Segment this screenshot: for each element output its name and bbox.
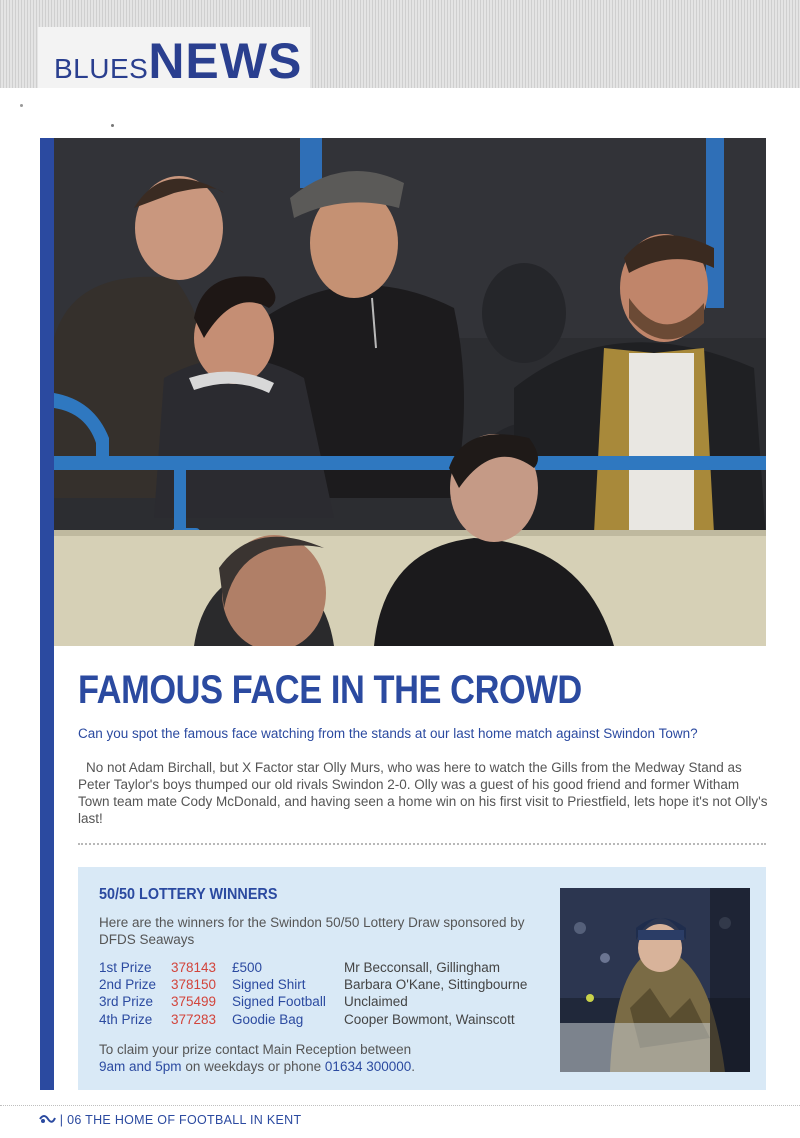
claim-phone: 01634 300000 [324, 1059, 412, 1074]
prize-item: Goodie Bag [232, 1012, 304, 1027]
prize-item: £500 [232, 960, 263, 975]
prize-label: 4th Prize [99, 1012, 153, 1027]
claim-text: To claim your prize contact Main Reception between [99, 1042, 412, 1057]
prize-ticket: 378143 [171, 960, 217, 975]
claim-hours: 9am and 5pm [99, 1059, 182, 1074]
article-body: No not Adam Birchall, but X Factor star Olly Murs, who was here to watch the Gills from the Medway Stand as Peter Taylor's boys thumped our old rivals Swindon 2-0. Olly was a guest of his good friend and former Witham Town team mate Cody McDonald, and having seen a home win on his first visit to Priestfield, lets hope it's not Olly's last! [78, 760, 768, 826]
prize-item: Signed Shirt [232, 977, 306, 992]
section-title [54, 33, 303, 89]
prize-ticket: 377283 [171, 1012, 217, 1027]
print-speck [111, 124, 114, 127]
footer-divider [0, 1105, 800, 1106]
crowd-photo [54, 138, 766, 646]
section-title-large: NEWS [148, 33, 303, 89]
prize-winner: Barbara O'Kane, Sittingbourne [344, 977, 528, 992]
claim-text-mid: on weekdays or phone [181, 1059, 325, 1074]
prize-label: 1st Prize [99, 960, 152, 975]
prize-ticket: 375499 [171, 994, 217, 1009]
lottery-intro: Here are the winners for the Swindon 50/50 Lottery Draw sponsored by DFDS Seaways [99, 915, 525, 947]
page-footer [38, 1113, 301, 1128]
article-headline: FAMOUS FACE IN THE CROWD [78, 668, 582, 712]
prize-winner: Unclaimed [344, 994, 408, 1009]
section-title-small: BLUES [54, 53, 149, 84]
prize-label: 3rd Prize [99, 994, 154, 1009]
print-speck [20, 104, 23, 107]
prize-winner: Mr Becconsall, Gillingham [344, 960, 501, 975]
claim-instructions [99, 1041, 529, 1075]
winner-photo [560, 888, 750, 1072]
prize-ticket: 378150 [171, 977, 217, 992]
article-intro: Can you spot the famous face watching from the stands at our last home match against Swindon Town? [78, 726, 698, 741]
accent-bar [40, 138, 54, 1090]
claim-text-end: . [411, 1059, 416, 1074]
prize-item: Signed Football [232, 994, 326, 1009]
lottery-title: 50/50 LOTTERY WINNERS [99, 886, 278, 903]
section-divider [78, 843, 766, 845]
prize-winner: Cooper Bowmont, Wainscott [344, 1012, 515, 1027]
page-number-text: | 06 THE HOME OF FOOTBALL IN KENT [59, 1113, 302, 1127]
club-logo-icon [38, 1113, 56, 1128]
prize-label: 2nd Prize [99, 977, 157, 992]
